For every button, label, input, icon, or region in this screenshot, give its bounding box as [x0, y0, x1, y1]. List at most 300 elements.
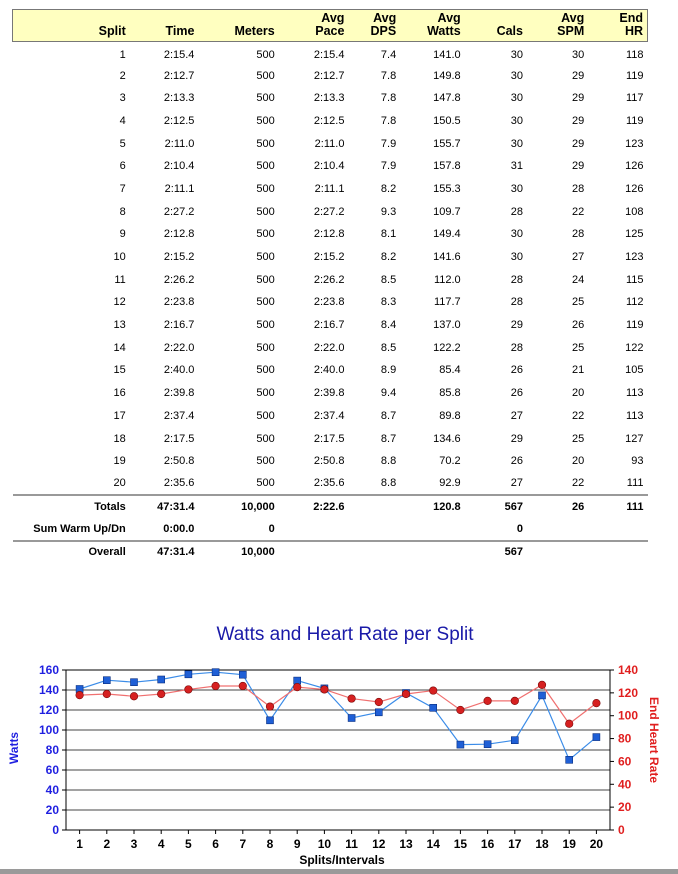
column-header-top: Avg [437, 11, 461, 25]
watts-point [566, 756, 573, 763]
table-cell: 8.5 [380, 341, 397, 354]
table-cell: 14 [113, 341, 126, 354]
table-cell: 30 [510, 92, 523, 105]
table-cell: 2:22.0 [313, 341, 345, 354]
table-cell: 120.8 [400, 495, 464, 518]
table-cell: 111 [588, 495, 647, 518]
column-header-top: Avg [373, 11, 397, 25]
table-cell: 500 [256, 341, 275, 354]
table-cell: 21 [572, 364, 585, 377]
column-header [198, 10, 278, 42]
table-cell: 2:13.3 [163, 92, 195, 105]
column-header [279, 10, 349, 42]
left-tick-label: 0 [52, 823, 59, 837]
watts-point [103, 677, 110, 684]
table-cell: 1 [119, 48, 126, 61]
table-header-row [13, 10, 648, 42]
table-cell: 8.8 [380, 455, 397, 468]
column-header-bottom: Meters [234, 24, 275, 38]
table-cell: 22 [572, 409, 585, 422]
column-header [130, 10, 199, 42]
watts-point [185, 671, 192, 678]
table-cell: 89.8 [439, 409, 461, 422]
table-cell: 500 [256, 364, 275, 377]
bottom-bar [0, 869, 678, 874]
table-cell: 2:39.8 [313, 387, 345, 400]
watts-point [267, 717, 274, 724]
hr-point [511, 697, 519, 705]
table-cell: 2:22.0 [163, 341, 195, 354]
table-cell: 2:35.6 [163, 477, 195, 490]
table-cell: 119 [625, 114, 644, 127]
table-cell: 9 [119, 228, 126, 241]
watts-point [158, 676, 165, 683]
table-cell: 26 [510, 455, 523, 468]
table-cell: 27 [510, 477, 523, 490]
table-cell: 500 [256, 273, 275, 286]
column-header-top: Avg [561, 11, 585, 25]
table-cell: 7.8 [380, 69, 397, 82]
hr-point [538, 681, 546, 689]
hr-point [157, 690, 165, 698]
x-tick-label: 13 [399, 837, 413, 851]
table-cell: 10,000 [198, 495, 278, 518]
table-cell: 2:16.7 [163, 319, 195, 332]
column-header-top: End [619, 11, 643, 25]
table-cell: 126 [625, 160, 644, 173]
split-row [13, 246, 648, 269]
column-header-bottom: Pace [315, 24, 345, 38]
table-cell: 8.5 [380, 273, 397, 286]
split-row [13, 268, 648, 291]
table-cell: 108 [625, 205, 644, 218]
table-cell: 2:39.8 [163, 387, 195, 400]
watts-point [593, 734, 600, 741]
column-header-bottom: Watts [427, 24, 461, 38]
table-cell: 85.4 [439, 364, 461, 377]
column-header-bottom: DPS [370, 24, 397, 38]
table-cell: 30 [510, 114, 523, 127]
table-cell: 28 [510, 273, 523, 286]
left-tick-label: 60 [45, 763, 59, 777]
right-tick-label: 140 [618, 663, 639, 677]
table-cell: 2:17.5 [163, 432, 195, 445]
right-tick-label: 80 [618, 731, 632, 746]
split-row [13, 314, 648, 337]
table-cell: 2 [119, 69, 126, 82]
table-cell: 25 [572, 341, 585, 354]
table-cell: 20 [113, 477, 126, 490]
table-cell: 2:17.5 [313, 432, 345, 445]
table-cell: 122 [625, 341, 644, 354]
table-cell: 500 [256, 114, 275, 127]
split-row [13, 64, 648, 87]
split-row [13, 382, 648, 405]
table-cell: 500 [256, 205, 275, 218]
hr-point [130, 692, 138, 700]
table-cell: 29 [572, 137, 585, 150]
table-cell: 567 [465, 495, 527, 518]
table-cell [588, 541, 647, 564]
table-cell: 93 [631, 455, 644, 468]
chart-series [76, 669, 600, 764]
left-axis-title: Watts [7, 731, 21, 765]
hr-point [402, 690, 410, 698]
column-header-bottom: Time [165, 24, 195, 38]
right-axis-title: End Heart Rate [647, 696, 661, 784]
table-cell: 29 [572, 92, 585, 105]
table-cell: 20 [572, 455, 585, 468]
table-cell: 8.7 [380, 409, 397, 422]
x-tick-label: 8 [266, 837, 274, 851]
table-cell [279, 541, 349, 564]
table-cell: 8.2 [380, 182, 397, 195]
table-cell: 9.4 [380, 387, 397, 400]
watts-point [375, 709, 382, 716]
x-tick-label: 20 [589, 837, 604, 851]
table-cell: 28 [572, 228, 585, 241]
table-cell: 147.8 [433, 92, 461, 105]
table-cell: 122.2 [433, 341, 461, 354]
column-header [348, 10, 400, 42]
table-cell: 117.7 [433, 296, 461, 309]
x-tick-label: 6 [212, 837, 219, 851]
table-cell: 2:40.0 [163, 364, 195, 377]
split-row [13, 359, 648, 382]
table-cell: 0 [268, 522, 275, 535]
column-header [588, 10, 647, 42]
table-cell: 22 [572, 477, 585, 490]
split-row [13, 178, 648, 201]
table-cell: 10,000 [198, 541, 278, 564]
totals-row [13, 495, 648, 518]
table-cell: 500 [256, 48, 275, 61]
table-cell: 500 [256, 251, 275, 264]
table-cell: 119 [625, 69, 644, 82]
x-tick-label: 15 [453, 837, 468, 851]
table-cell: 500 [256, 137, 275, 150]
table-cell: 18 [113, 432, 126, 445]
hr-point [185, 686, 193, 694]
table-cell: 141.6 [433, 251, 461, 264]
table-cell: 500 [256, 319, 275, 332]
watts-hr-chart [0, 600, 678, 869]
table-cell: 2:11.0 [314, 137, 345, 150]
table-cell: 500 [256, 477, 275, 490]
table-cell: 500 [256, 160, 275, 173]
watts-point [239, 671, 246, 678]
left-tick-label: 120 [38, 703, 59, 717]
split-row [13, 223, 648, 246]
table-cell [588, 518, 647, 541]
table-cell: 2:13.3 [313, 92, 345, 105]
table-cell: 7 [119, 182, 126, 195]
split-row [13, 473, 648, 496]
split-stats-table [12, 9, 648, 563]
table-cell: 500 [256, 182, 275, 195]
hr-point [565, 720, 573, 728]
table-cell: 31 [510, 160, 523, 173]
table-cell: 123 [625, 137, 644, 150]
table-cell: 8.2 [380, 251, 397, 264]
table-cell: 47:31.4 [130, 541, 199, 564]
table-cell: 2:50.8 [313, 455, 345, 468]
table-cell: 2:23.8 [313, 296, 345, 309]
x-tick-label: 10 [317, 837, 332, 851]
table-cell: 2:23.8 [163, 296, 195, 309]
hr-point [348, 695, 356, 703]
table-cell: 27 [510, 409, 523, 422]
table-cell: 26 [572, 319, 585, 332]
table-cell: 2:11.1 [164, 182, 195, 195]
table-cell: 500 [256, 455, 275, 468]
hr-point [457, 706, 465, 714]
table-cell: 149.8 [433, 69, 461, 82]
watts-point [511, 737, 518, 744]
right-tick-label: 0 [618, 823, 625, 837]
x-axis-title: Splits/Intervals [299, 853, 385, 867]
table-cell: 2:50.8 [163, 455, 195, 468]
table-cell: 109.7 [433, 205, 461, 218]
table-cell: 29 [572, 160, 585, 173]
x-tick-label: 2 [103, 837, 111, 851]
x-tick-label: 14 [426, 837, 440, 851]
watts-point [212, 669, 219, 676]
warmup-row [13, 518, 648, 541]
table-cell: 6 [119, 160, 126, 173]
left-tick-label: 80 [45, 743, 59, 757]
table-cell: 2:35.6 [313, 477, 345, 490]
table-cell: 141.0 [433, 48, 461, 61]
x-tick-label: 4 [157, 837, 165, 851]
table-cell: 150.5 [433, 114, 461, 127]
table-cell: 92.9 [439, 477, 461, 490]
table-cell: 15 [113, 364, 126, 377]
column-header-bottom: Cals [496, 24, 523, 38]
table-cell: 30 [510, 137, 523, 150]
watts-point [539, 692, 546, 699]
table-cell: 112.0 [433, 273, 461, 286]
watts-point [457, 741, 464, 748]
table-cell: 4 [119, 114, 126, 127]
table-cell: 13 [113, 319, 126, 332]
table-cell: 29 [510, 319, 523, 332]
table-cell: 30 [510, 251, 523, 264]
table-cell: 2:27.2 [313, 205, 345, 218]
hr-point [212, 682, 220, 690]
table-cell: 29 [572, 69, 585, 82]
column-header-top: Avg [321, 11, 345, 25]
table-cell: 500 [256, 228, 275, 241]
hr-point [429, 687, 437, 695]
table-cell: Sum Warm Up/Dn [33, 522, 126, 535]
left-tick-label: 160 [38, 663, 59, 677]
table-cell: 25 [572, 432, 585, 445]
table-cell [400, 541, 464, 564]
table-cell: 7.8 [380, 92, 397, 105]
table-cell: 2:11.0 [164, 137, 195, 150]
table-cell [348, 541, 400, 564]
table-cell: 2:12.7 [313, 69, 345, 82]
table-cell: Totals [13, 495, 130, 518]
table-cell: 2:37.4 [313, 409, 345, 422]
table-cell: 2:40.0 [313, 364, 345, 377]
table-cell: 5 [119, 137, 126, 150]
table-cell: 29 [572, 114, 585, 127]
left-tick-label: 40 [45, 783, 59, 797]
table-cell: 0:00.0 [163, 522, 195, 535]
table-cell: 155.3 [433, 182, 461, 195]
table-cell: 155.7 [433, 137, 461, 150]
hr-point [593, 699, 601, 707]
table-cell: 2:12.8 [313, 228, 345, 241]
table-cell: 8.4 [380, 319, 397, 332]
table-cell: 119 [625, 319, 644, 332]
table-cell [348, 518, 400, 541]
table-cell [279, 518, 349, 541]
series-line-watts [80, 672, 597, 760]
table-cell: 30 [510, 182, 523, 195]
table-cell: 2:22.6 [279, 495, 349, 518]
hr-point [484, 697, 492, 705]
table-cell: 134.6 [433, 432, 461, 445]
table-cell: 2:15.2 [163, 251, 195, 264]
table-cell: 118 [625, 48, 644, 61]
table-cell [527, 541, 588, 564]
table-cell: 500 [256, 92, 275, 105]
table-cell: 117 [625, 92, 644, 105]
table-cell: 3 [119, 92, 126, 105]
watts-point [484, 741, 491, 748]
table-cell: 25 [572, 296, 585, 309]
split-row [13, 42, 648, 65]
table-cell: 8.7 [380, 432, 397, 445]
column-header [527, 10, 588, 42]
table-cell: 2:11.1 [314, 182, 345, 195]
table-cell: 7.9 [380, 160, 397, 173]
table-cell [400, 518, 464, 541]
table-cell: 2:10.4 [163, 160, 195, 173]
table-cell: 29 [510, 432, 523, 445]
split-row [13, 450, 648, 473]
watts-point [131, 679, 138, 686]
x-tick-label: 19 [562, 837, 576, 851]
table-cell: 11 [114, 273, 126, 286]
table-cell: 2:26.2 [313, 273, 345, 286]
hr-point [321, 686, 329, 694]
x-tick-label: 18 [535, 837, 549, 851]
table-cell: 30 [510, 48, 523, 61]
table-cell: 127 [625, 432, 644, 445]
table-cell: 28 [510, 296, 523, 309]
table-cell [527, 518, 588, 541]
split-row [13, 405, 648, 428]
table-cell: 28 [572, 182, 585, 195]
split-row [13, 336, 648, 359]
left-tick-label: 20 [45, 803, 59, 817]
table-cell: 105 [625, 364, 644, 377]
table-cell: 85.8 [439, 387, 461, 400]
hr-point [239, 682, 247, 690]
x-tick-label: 5 [185, 837, 192, 851]
table-cell: Overall [13, 541, 130, 564]
hr-point [266, 703, 274, 711]
x-tick-label: 17 [508, 837, 522, 851]
table-cell: 70.2 [439, 455, 461, 468]
table-cell: 9.3 [380, 205, 397, 218]
table-cell: 2:26.2 [163, 273, 195, 286]
hr-point [103, 690, 111, 698]
table-cell: 2:12.7 [163, 69, 195, 82]
split-row [13, 155, 648, 178]
table-cell: 47:31.4 [130, 495, 199, 518]
table-cell: 112 [625, 296, 644, 309]
table-cell: 17 [113, 409, 126, 422]
table-cell: 2:12.5 [313, 114, 345, 127]
table-cell: 500 [256, 296, 275, 309]
split-row [13, 291, 648, 314]
table-cell: 26 [510, 387, 523, 400]
x-tick-label: 1 [76, 837, 83, 851]
table-cell: 115 [625, 273, 644, 286]
x-tick-label: 11 [345, 837, 358, 851]
table-cell: 8.3 [380, 296, 397, 309]
table-cell: 113 [625, 387, 644, 400]
table-cell: 7.8 [380, 114, 397, 127]
table-cell: 500 [256, 387, 275, 400]
table-cell: 2:16.7 [313, 319, 345, 332]
series-line-end-hr [80, 685, 597, 724]
table-cell: 26 [527, 495, 588, 518]
table-cell: 12 [113, 296, 126, 309]
table-cell: 500 [256, 432, 275, 445]
table-cell: 16 [113, 387, 126, 400]
hr-point [76, 691, 84, 699]
split-row [13, 132, 648, 155]
table-cell: 7.9 [380, 137, 397, 150]
table-cell: 149.4 [433, 228, 461, 241]
x-tick-label: 3 [130, 837, 138, 851]
chart-axes [39, 663, 638, 851]
table-cell: 8.1 [380, 228, 397, 241]
column-header-bottom: HR [624, 24, 643, 38]
table-cell: 28 [510, 205, 523, 218]
split-row [13, 87, 648, 110]
table-cell: 123 [625, 251, 644, 264]
overall-row [13, 541, 648, 564]
table-cell: 500 [256, 409, 275, 422]
table-cell: 30 [510, 228, 523, 241]
table-cell: 2:15.2 [313, 251, 345, 264]
column-header-bottom: Split [98, 24, 126, 38]
table-cell: 111 [626, 477, 644, 490]
table-cell: 0 [516, 522, 523, 535]
table-cell: 20 [572, 387, 585, 400]
table-cell: 2:27.2 [163, 205, 195, 218]
table-cell: 500 [256, 69, 275, 82]
split-row [13, 427, 648, 450]
hr-point [293, 683, 301, 691]
right-tick-label: 20 [618, 800, 632, 815]
table-cell: 10 [113, 251, 126, 264]
table-cell: 30 [510, 69, 523, 82]
column-header-bottom: SPM [557, 24, 585, 38]
table-cell: 30 [572, 48, 585, 61]
table-cell: 2:15.4 [163, 48, 195, 61]
table-body [13, 42, 648, 564]
table-cell: 8.8 [380, 477, 397, 490]
column-header [465, 10, 527, 42]
